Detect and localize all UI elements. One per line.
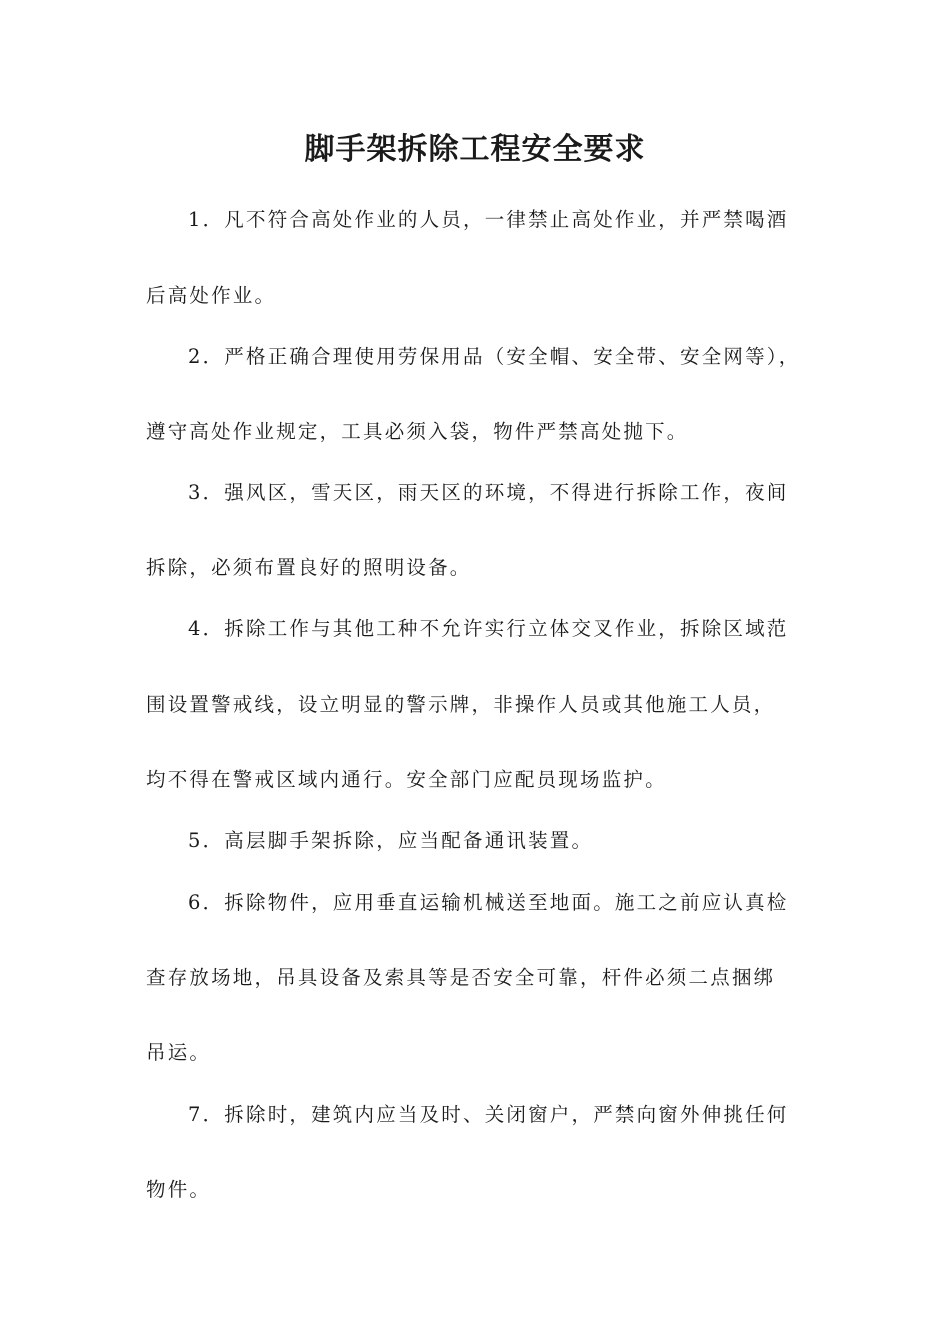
item-6-line-3: 吊运。 [146, 1041, 212, 1064]
item-7-line-2: 物件。 [146, 1178, 212, 1201]
item-1-line-1: 1．凡不符合高处作业的人员，一律禁止高处作业，并严禁喝酒 [188, 208, 789, 231]
document-title: 脚手架拆除工程安全要求 [304, 132, 646, 167]
item-3-line-2: 拆除，必须布置良好的照明设备。 [146, 556, 472, 579]
item-1-line-2: 后高处作业。 [146, 284, 277, 307]
item-4-line-1: 4．拆除工作与其他工种不允许实行立体交叉作业，拆除区域范 [188, 617, 789, 640]
item-6-line-1: 6．拆除物件，应用垂直运输机械送至地面。施工之前应认真检 [188, 891, 789, 914]
item-3-line-1: 3．强风区，雪天区，雨天区的环境，不得进行拆除工作，夜间 [188, 481, 789, 504]
item-4-line-3: 均不得在警戒区域内通行。安全部门应配员现场监护。 [146, 768, 667, 791]
item-2-line-2: 遵守高处作业规定，工具必须入袋，物件严禁高处抛下。 [146, 420, 689, 443]
item-6-line-2: 查存放场地，吊具设备及索具等是否安全可靠，杆件必须二点捆绑 [146, 966, 776, 989]
item-7-line-1: 7．拆除时，建筑内应当及时、关闭窗户，严禁向窗外伸挑任何 [188, 1103, 789, 1126]
item-4-line-2: 围设置警戒线，设立明显的警示牌，非操作人员或其他施工人员， [146, 693, 776, 716]
item-5-line-1: 5．高层脚手架拆除，应当配备通讯装置。 [188, 829, 594, 852]
item-2-line-1: 2．严格正确合理使用劳保用品（安全帽、安全带、安全网等）， [188, 345, 801, 368]
